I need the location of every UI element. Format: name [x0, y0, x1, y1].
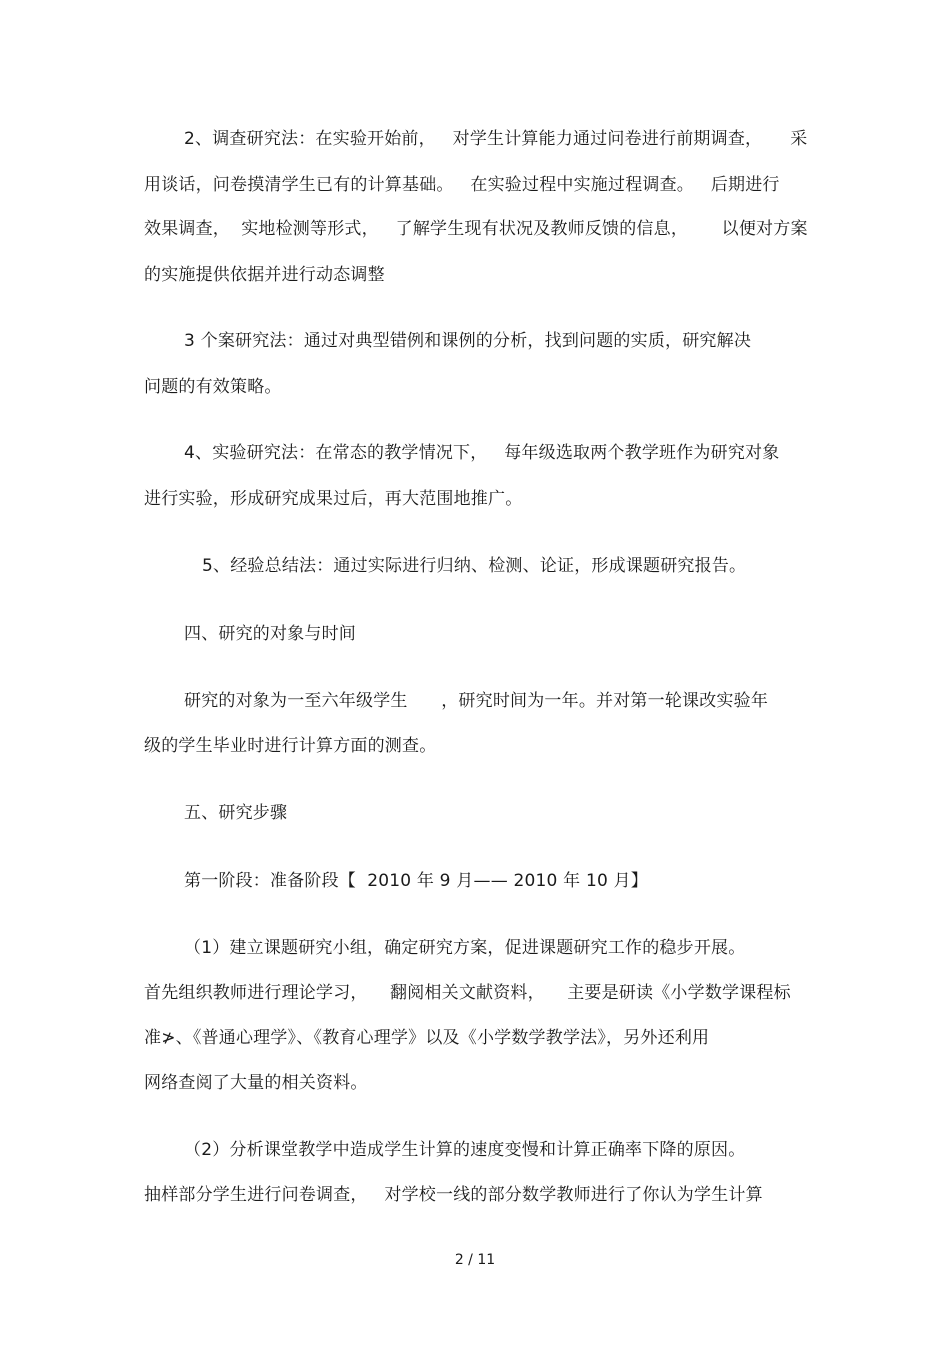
paragraph-experiment-line-2: 进行实验，形成研究成果过后，再大范围地推广。 — [144, 489, 523, 509]
item-1-line-4: 网络查阅了大量的相关资料。 — [144, 1073, 368, 1093]
section-heading-research-steps: 五、研究步骤 — [184, 803, 288, 823]
item-2-line-1: （2）分析课堂教学中造成学生计算的速度变慢和计算正确率下降的原因。 — [184, 1140, 746, 1160]
item-1-line-1: （1）建立课题研究小组，确定研究方案，促进课题研究工作的稳步开展。 — [184, 938, 746, 958]
paragraph-subjects-line-2: 级的学生毕业时进行计算方面的测查。 — [144, 736, 437, 756]
paragraph-survey-line-4: 的实施提供依据并进行动态调整 — [144, 265, 385, 285]
page-number: 2 / 11 — [454, 1252, 496, 1268]
paragraph-survey-line-2: 用谈话，问卷摸清学生已有的计算基础。 在实验过程中实施过程调查。 后期进行 — [144, 175, 780, 195]
stage-one-heading: 第一阶段：准备阶段【 2010 年 9 月—— 2010 年 10 月】 — [184, 871, 649, 891]
paragraph-experience-summary: 5、经验总结法：通过实际进行归纳、检测、论证，形成课题研究报告。 — [202, 556, 747, 576]
item-2-line-2: 抽样部分学生进行问卷调查， 对学校一线的部分数学教师进行了你认为学生计算 — [144, 1185, 763, 1205]
paragraph-case-study-line-1: 3 个案研究法：通过对典型错例和课例的分析，找到问题的实质，研究解决 — [184, 331, 752, 351]
item-1-line-2: 首先组织教师进行理论学习， 翻阅相关文献资料， 主要是研读《小学数学课程标 — [144, 983, 791, 1003]
paragraph-subjects-line-1: 研究的对象为一至六年级学生 ，研究时间为一年。并对第一轮课改实验年 — [184, 691, 769, 711]
section-heading-subjects-time: 四、研究的对象与时间 — [184, 624, 356, 644]
paragraph-survey-line-3: 效果调查， 实地检测等形式， 了解学生现有状况及教师反馈的信息， 以便对方案 — [144, 219, 808, 239]
paragraph-case-study-line-2: 问题的有效策略。 — [144, 377, 282, 397]
paragraph-survey-line-1: 2、调查研究法：在实验开始前， 对学生计算能力通过问卷进行前期调查， 采 — [184, 129, 808, 149]
item-1-line-3: 准≯、《普通心理学》、《教育心理学》以及《小学数学教学法》，另外还利用 — [144, 1028, 710, 1048]
paragraph-experiment-line-1: 4、实验研究法：在常态的教学情况下， 每年级选取两个教学班作为研究对象 — [184, 443, 780, 463]
